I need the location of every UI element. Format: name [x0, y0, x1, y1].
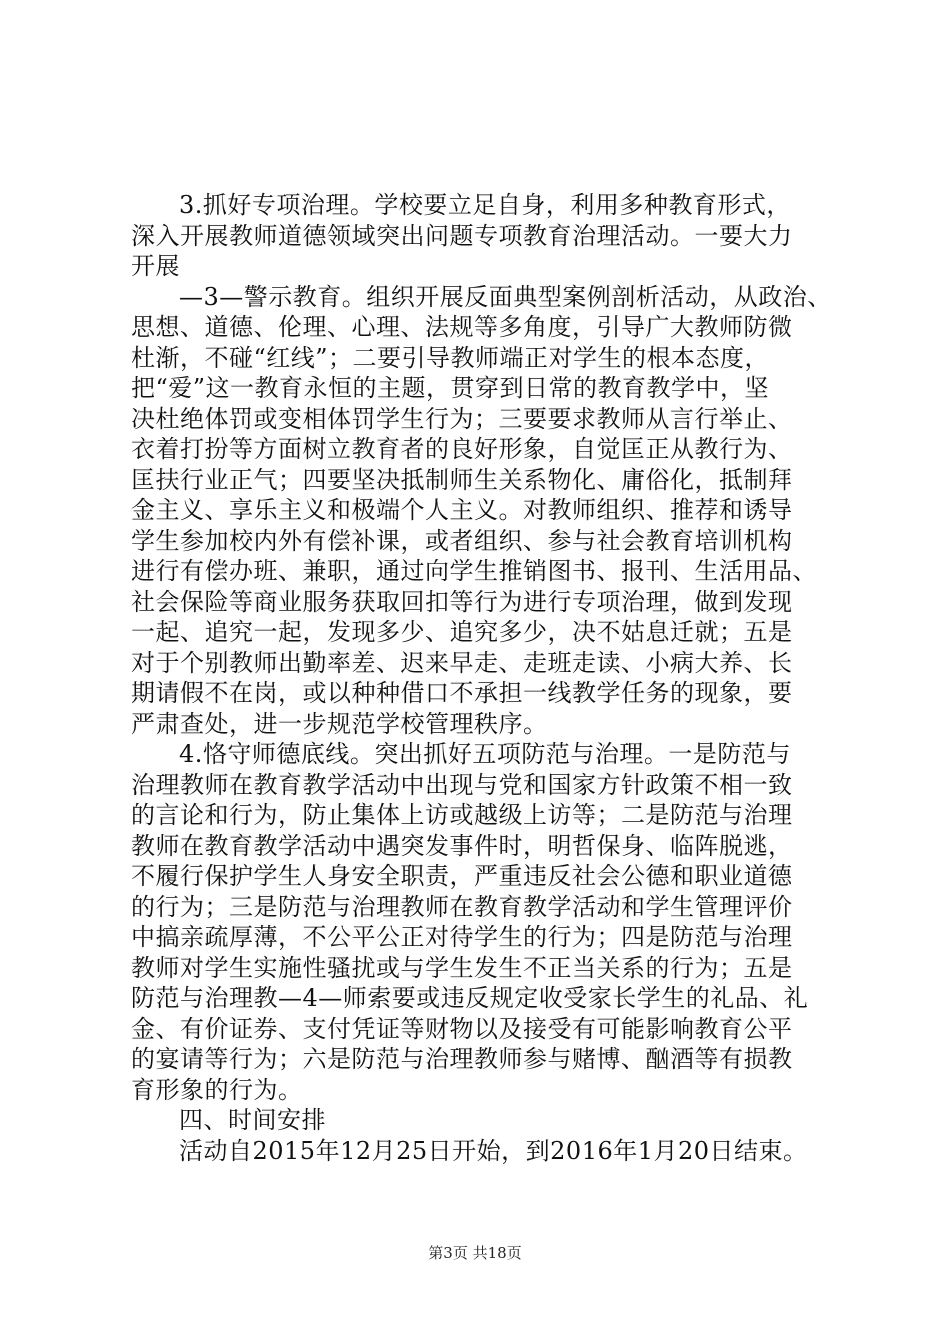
text-line: 活动自2015年12月25日开始，到2016年1月20日结束。 [179, 1136, 808, 1165]
text-line: 社会保险等商业服务获取回扣等行为进行专项治理，做到发现 [131, 587, 793, 616]
text-line: 学生参加校内外有偿补课，或者组织、参与社会教育培训机构 [131, 526, 793, 555]
text-line: 教师在教育教学活动中遇突发事件时，明哲保身、临阵脱逃， [131, 831, 793, 860]
text-line: 期请假不在岗，或以种种借口不承担一线教学任务的现象，要 [131, 679, 793, 707]
text-line: 对于个别教师出勤率差、迟来早走、走班走读、小病大养、长 [131, 648, 793, 677]
text-line: 的言论和行为，防止集体上访或越级上访等；二是防范与治理 [131, 801, 793, 829]
text-line: 匡扶行业正气；四要坚决抵制师生关系物化、庸俗化，抵制拜 [131, 465, 793, 494]
text-line: 决杜绝体罚或变相体罚学生行为；三要要求教师从言行举止、 [131, 404, 793, 433]
text-line: 把“爱”这一教育永恒的主题，贯穿到日常的教育教学中，坚 [131, 374, 770, 402]
text-line: 防范与治理教—4—师索要或违反规定收受家长学生的礼品、礼 [131, 984, 809, 1012]
text-line: 杜渐，不碰“红线”；二要引导教师端正对学生的根本态度， [131, 343, 770, 372]
text-line: 育形象的行为。 [131, 1075, 303, 1104]
body-text [131, 190, 861, 1166]
text-line: 衣着打扮等方面树立教育者的良好形象，自觉匡正从教行为、 [131, 435, 793, 463]
text-line: 进行有偿办班、兼职，通过向学生推销图书、报刊、生活用品、 [131, 557, 817, 585]
text-line: —3—警示教育。组织开展反面典型案例剖析活动，从政治、 [179, 282, 832, 311]
text-line: 的宴请等行为；六是防范与治理教师参与赌博、酗酒等有损教 [131, 1045, 793, 1073]
text-line: 4.恪守师德底线。突出抓好五项防范与治理。一是防范与 [179, 740, 791, 768]
text-line: 金主义、享乐主义和极端个人主义。对教师组织、推荐和诱导 [131, 496, 793, 524]
section-heading: 四、时间安排 [179, 1106, 326, 1134]
text-line: 严肃查处，进一步规范学校管理秩序。 [131, 709, 548, 738]
text-line: 深入开展教师道德领域突出问题专项教育治理活动。一要大力 [131, 221, 793, 250]
text-line: 教师对学生实施性骚扰或与学生发生不正当关系的行为；五是 [131, 953, 793, 982]
page-number-footer: 第3页 共18页 [428, 1244, 522, 1262]
text-line: 金、有价证券、支付凭证等财物以及接受有可能影响教育公平 [131, 1014, 793, 1043]
text-line: 思想、道德、伦理、心理、法规等多角度，引导广大教师防微 [131, 313, 793, 341]
text-line: 一起、追究一起，发现多少、追究多少，决不姑息迁就；五是 [131, 618, 793, 646]
text-line: 不履行保护学生人身安全职责，严重违反社会公德和职业道德 [131, 862, 793, 890]
text-line: 开展 [131, 252, 180, 280]
text-line: 治理教师在教育教学活动中出现与党和国家方针政策不相一致 [131, 770, 793, 799]
text-line: 3.抓好专项治理。学校要立足自身，利用多种教育形式， [179, 191, 791, 219]
text-line: 中搞亲疏厚薄，不公平公正对待学生的行为；四是防范与治理 [131, 923, 793, 951]
text-line: 的行为；三是防范与治理教师在教育教学活动和学生管理评价 [131, 892, 793, 921]
